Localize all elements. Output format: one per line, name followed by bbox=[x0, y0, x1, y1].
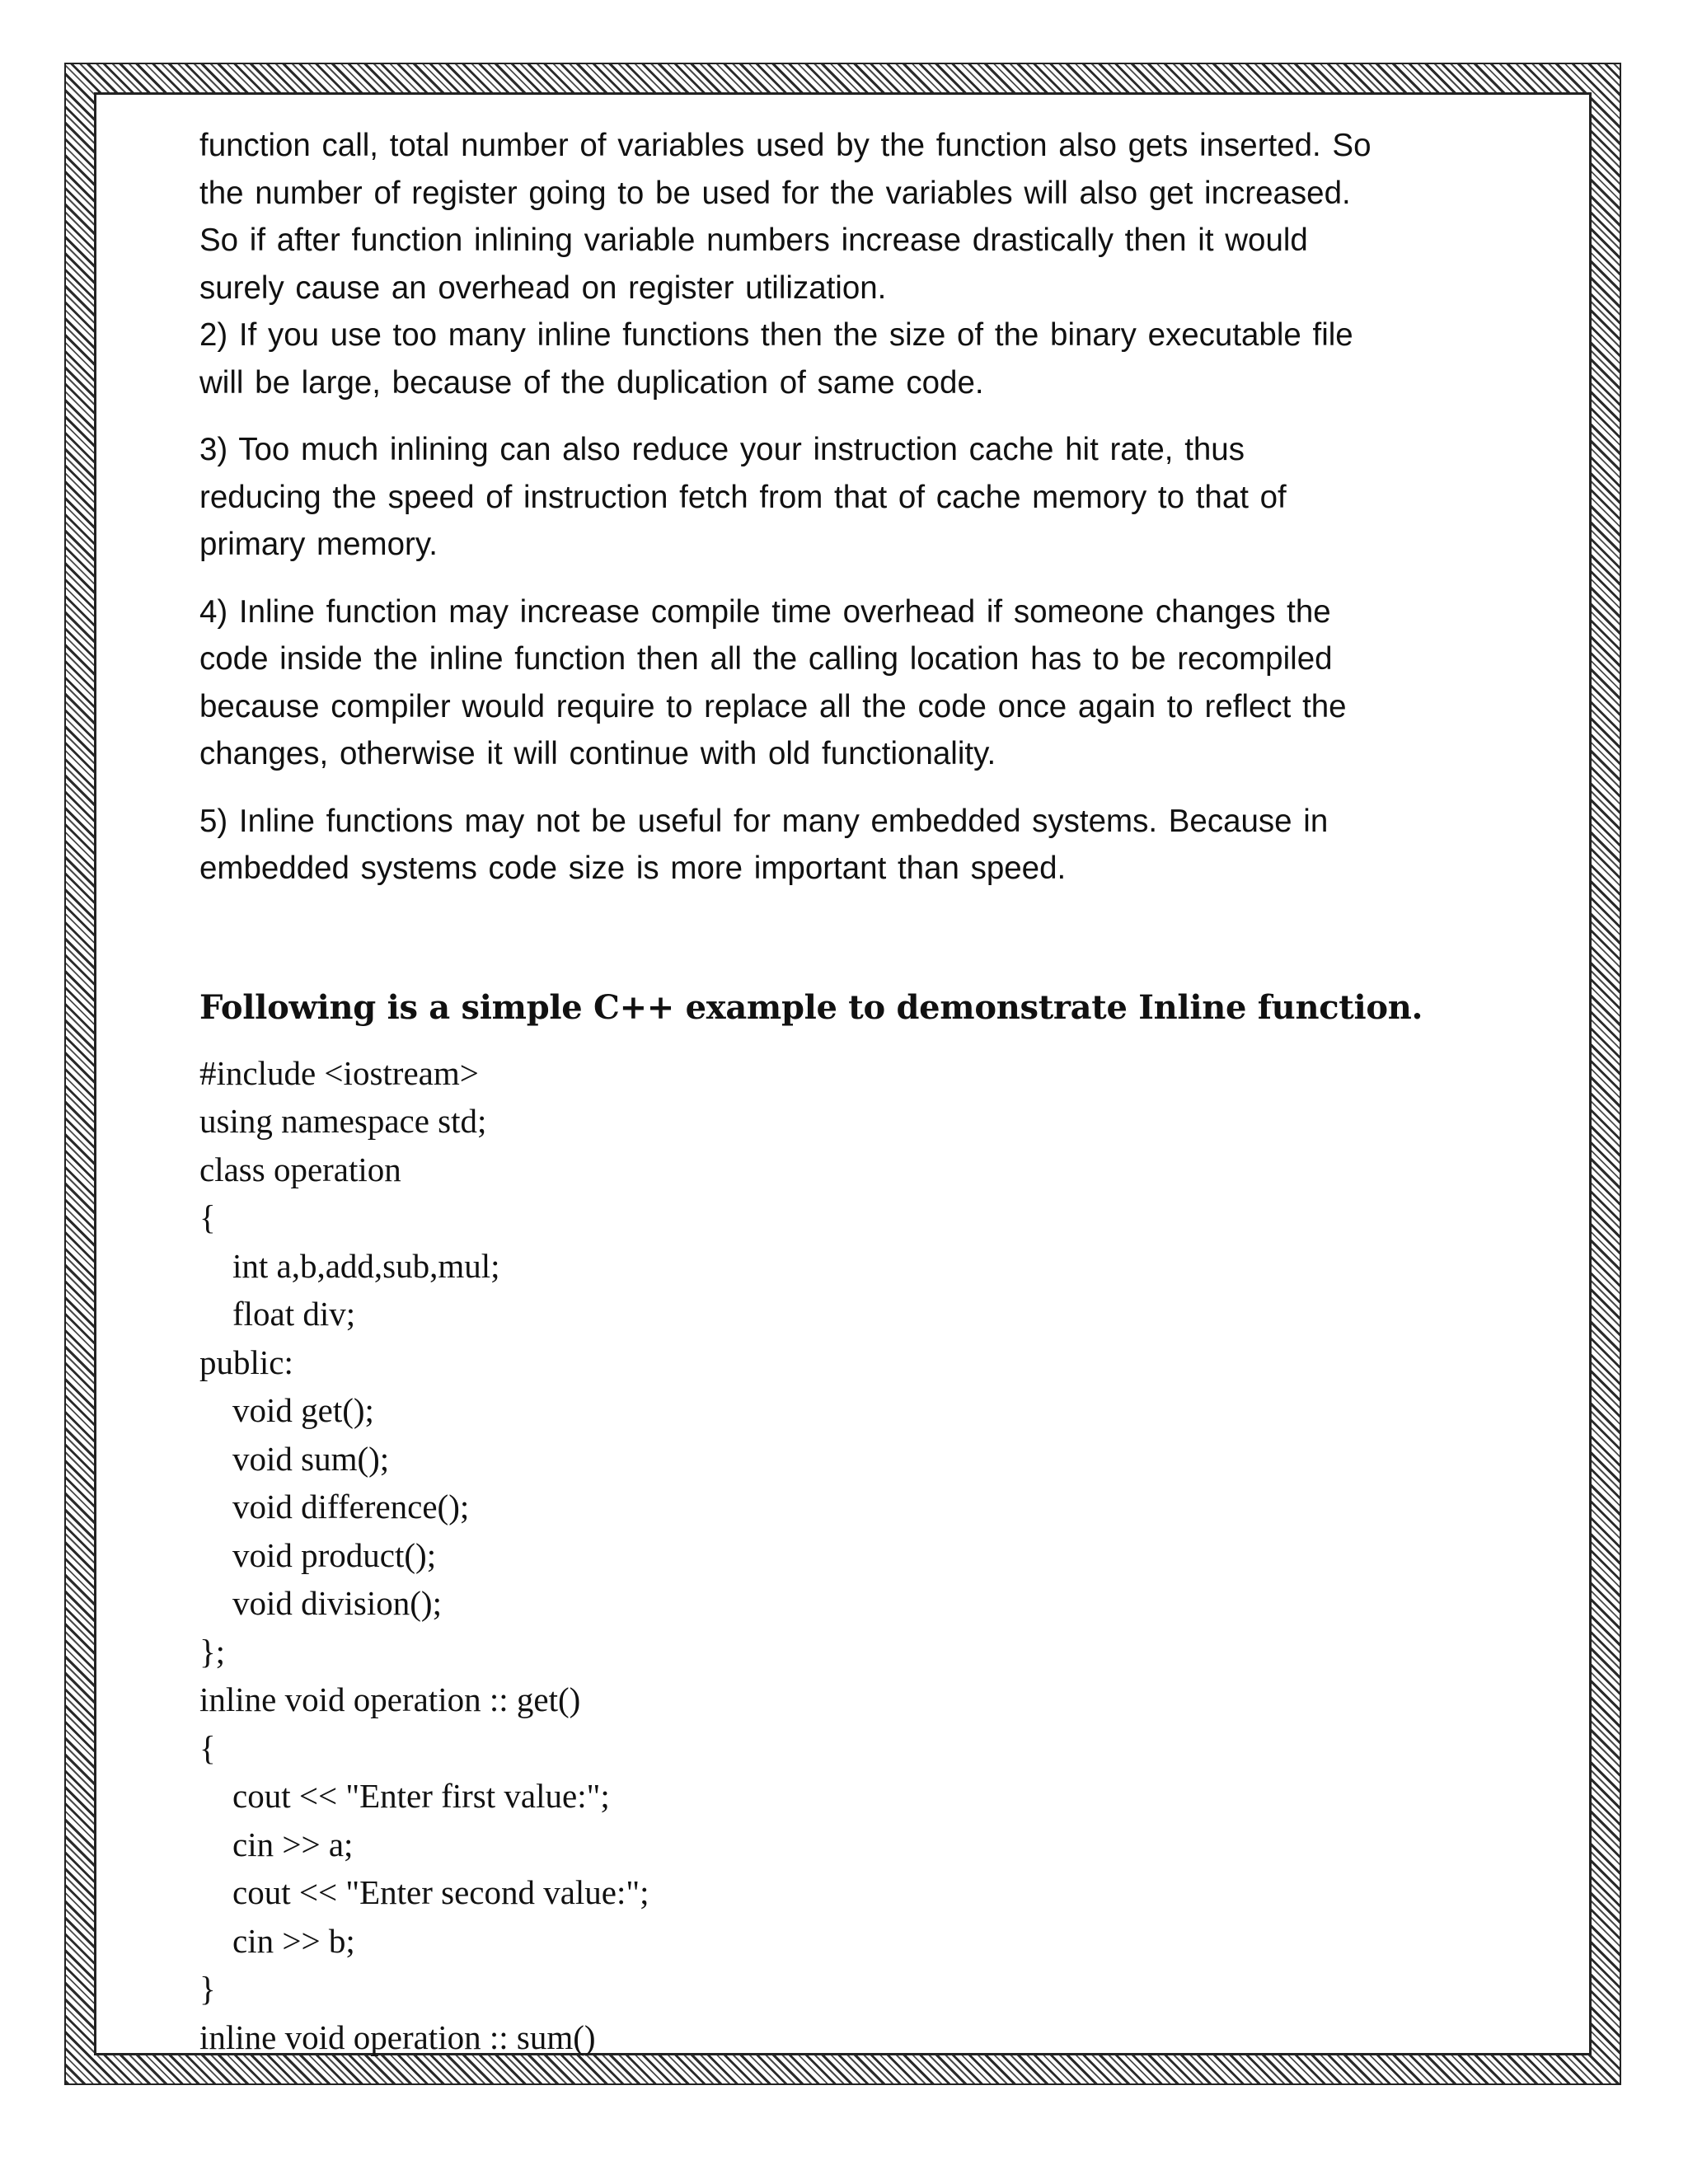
text-line: 5) Inline functions may not be useful for many embedded systems. Because in bbox=[199, 803, 1329, 839]
spacer bbox=[199, 778, 1485, 798]
page-content bbox=[199, 122, 1485, 2061]
spacer bbox=[199, 893, 1485, 983]
code-line: using namespace std; bbox=[199, 1102, 487, 1140]
code-line: float div; bbox=[232, 1295, 356, 1333]
text-line: 2) If you use too many inline functions then the size of the binary executable file bbox=[199, 317, 1353, 353]
paragraph-instruction-cache bbox=[199, 426, 1485, 569]
text-line: reducing the speed of instruction fetch from that of cache memory to that of bbox=[199, 479, 1287, 515]
code-line: cin >> a; bbox=[232, 1825, 354, 1863]
code-listing bbox=[199, 1049, 1485, 2062]
text-line: will be large, because of the duplication of same code. bbox=[199, 364, 984, 401]
code-line: cout << "Enter first value:"; bbox=[232, 1777, 610, 1815]
text-line: function call, total number of variables used by the function also gets inserted. So bbox=[199, 128, 1372, 163]
code-line: }; bbox=[199, 1632, 226, 1671]
code-line: inline void operation :: sum() bbox=[199, 2018, 596, 2056]
code-line: void sum(); bbox=[232, 1439, 390, 1478]
code-line: cout << "Enter second value:"; bbox=[232, 1873, 649, 1911]
code-line: void difference(); bbox=[232, 1488, 470, 1526]
text-line: surely cause an overhead on register utilization. bbox=[199, 269, 887, 306]
text-line: So if after function inlining variable numbers increase drastically then it would bbox=[199, 223, 1308, 258]
spacer bbox=[199, 406, 1485, 426]
code-line: void product(); bbox=[232, 1535, 437, 1574]
text-line: 4) Inline function may increase compile time overhead if someone changes the bbox=[199, 593, 1331, 630]
code-line: void division(); bbox=[232, 1584, 442, 1622]
paragraph-compile-time-overhead bbox=[199, 588, 1485, 778]
text-line: changes, otherwise it will continue with old functionality. bbox=[199, 736, 996, 771]
section-heading: Following is a simple C++ example to demonstrate Inline function. bbox=[199, 987, 1423, 1027]
text-line: 3) Too much inlining can also reduce your instruction cache hit rate, thus bbox=[199, 432, 1245, 467]
code-line: int a,b,add,sub,mul; bbox=[232, 1246, 500, 1285]
text-line: primary memory. bbox=[199, 527, 438, 562]
code-line: void get(); bbox=[232, 1391, 374, 1429]
spacer bbox=[199, 569, 1485, 588]
code-line: class operation bbox=[199, 1150, 401, 1188]
paragraph-register-and-binary-size bbox=[199, 122, 1485, 406]
text-line: code inside the inline function then all the calling location has to be recompiled bbox=[199, 641, 1333, 677]
text-line: embedded systems code size is more important than speed. bbox=[199, 851, 1067, 886]
code-line: { bbox=[199, 1728, 216, 1767]
paragraph-embedded-systems bbox=[199, 798, 1485, 893]
text-line: the number of register going to be used for the variables will also get increased. bbox=[199, 175, 1351, 211]
code-line: { bbox=[199, 1198, 216, 1236]
code-line: cin >> b; bbox=[232, 1921, 355, 1960]
code-line: } bbox=[199, 1970, 216, 2008]
code-line: #include <iostream> bbox=[199, 1053, 479, 1092]
text-line: because compiler would require to replace all the code once again to reflect the bbox=[199, 688, 1347, 724]
code-line: inline void operation :: get() bbox=[199, 1680, 581, 1718]
code-line: public: bbox=[199, 1343, 293, 1381]
